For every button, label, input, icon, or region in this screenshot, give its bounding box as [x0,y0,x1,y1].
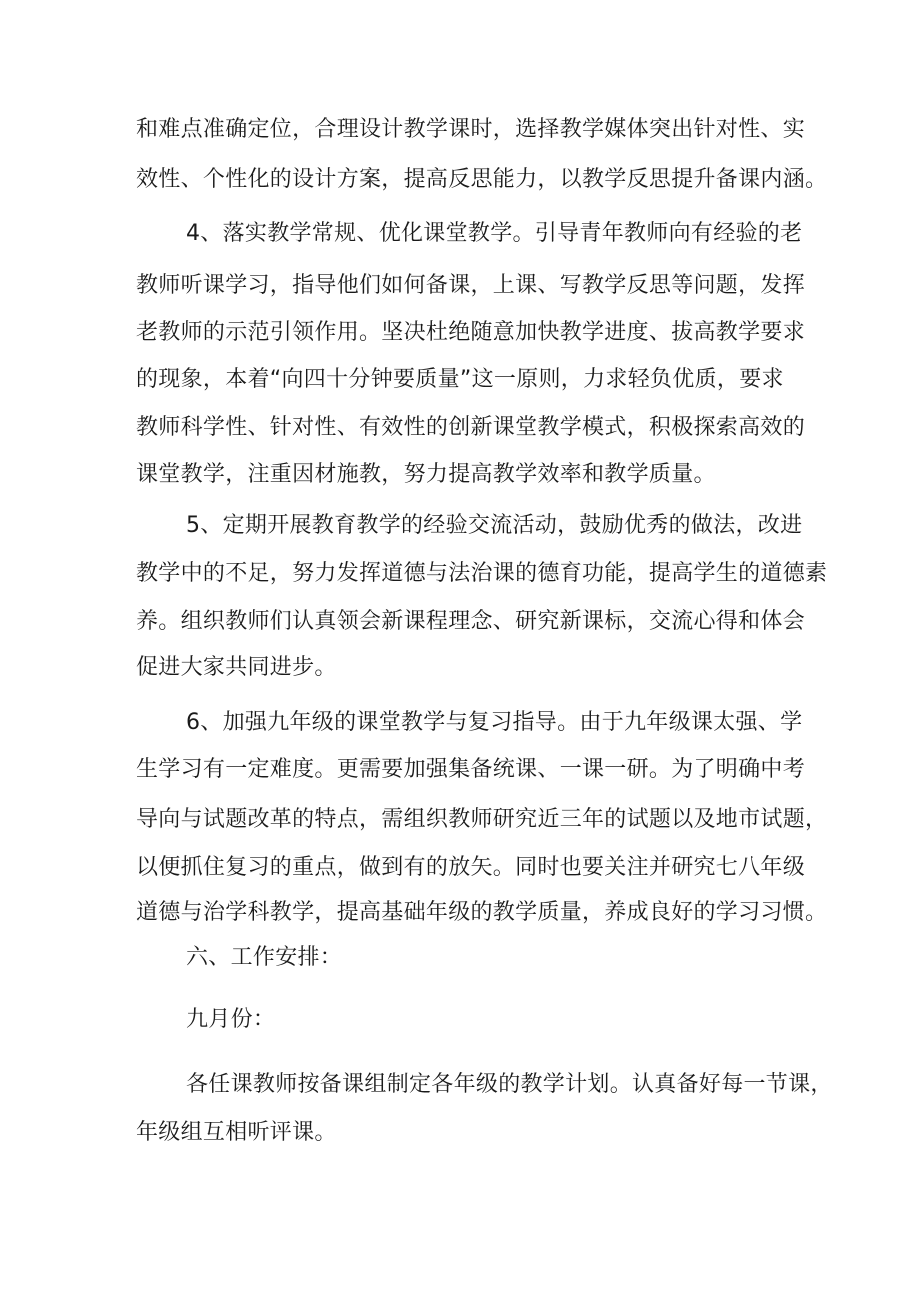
text-line-20: 各任课教师按备课组制定各年级的教学计划。认真备好每一节课， [186,1072,833,1097]
text-line-10: 教学中的不足，努力发挥道德与法治课的德育功能，提高学生的道德素 [136,561,828,586]
text-line-2: 效性、个性化的设计方案，提高反思能力，以教学反思提升备课内涵。 [136,167,828,192]
text-line-13: 6、加强九年级的课堂教学与复习指导。由于九年级课太强、学 [186,710,803,735]
text-line-6: 的现象，本着“向四十分钟要质量”这一原则，力求轻负优质，要求 [136,367,784,392]
subheading-september: 九月份： [186,1007,276,1032]
text-line-7: 教师科学性、针对性、有效性的创新课堂教学模式，积极探索高效的 [136,415,806,440]
text-line-21: 年级组互相听评课。 [136,1120,337,1145]
text-line-8: 课堂教学，注重因材施教，努力提高教学效率和教学质量。 [136,462,716,487]
text-line-9: 5、定期开展教育教学的经验交流活动，鼓励优秀的做法，改进 [186,513,803,538]
text-line-1: 和难点准确定位，合理设计教学课时，选择教学媒体突出针对性、实 [136,117,806,142]
text-line-17: 道德与治学科教学，提高基础年级的教学质量，养成良好的学习习惯。 [136,900,828,925]
text-line-4: 教师听课学习，指导他们如何备课，上课、写教学反思等问题，发挥 [136,273,806,298]
text-line-15: 导向与试题改革的特点，需组织教师研究近三年的试题以及地市试题， [136,807,828,832]
text-line-12: 促进大家共同进步。 [136,655,337,680]
text-line-5: 老教师的示范引领作用。坚决杜绝随意加快教学进度、拔高教学要求 [136,320,806,345]
section-heading-work-arrangement: 六、工作安排： [186,945,343,970]
text-line-14: 生学习有一定难度。更需要加强集备统课、一课一研。为了明确中考 [136,757,806,782]
text-line-3: 4、落实教学常规、优化课堂教学。引导青年教师向有经验的老 [186,221,803,246]
text-line-11: 养。组织教师们认真领会新课程理念、研究新课标，交流心得和体会 [136,609,806,634]
text-line-16: 以便抓住复习的重点，做到有的放矢。同时也要关注并研究七八年级 [136,855,806,880]
